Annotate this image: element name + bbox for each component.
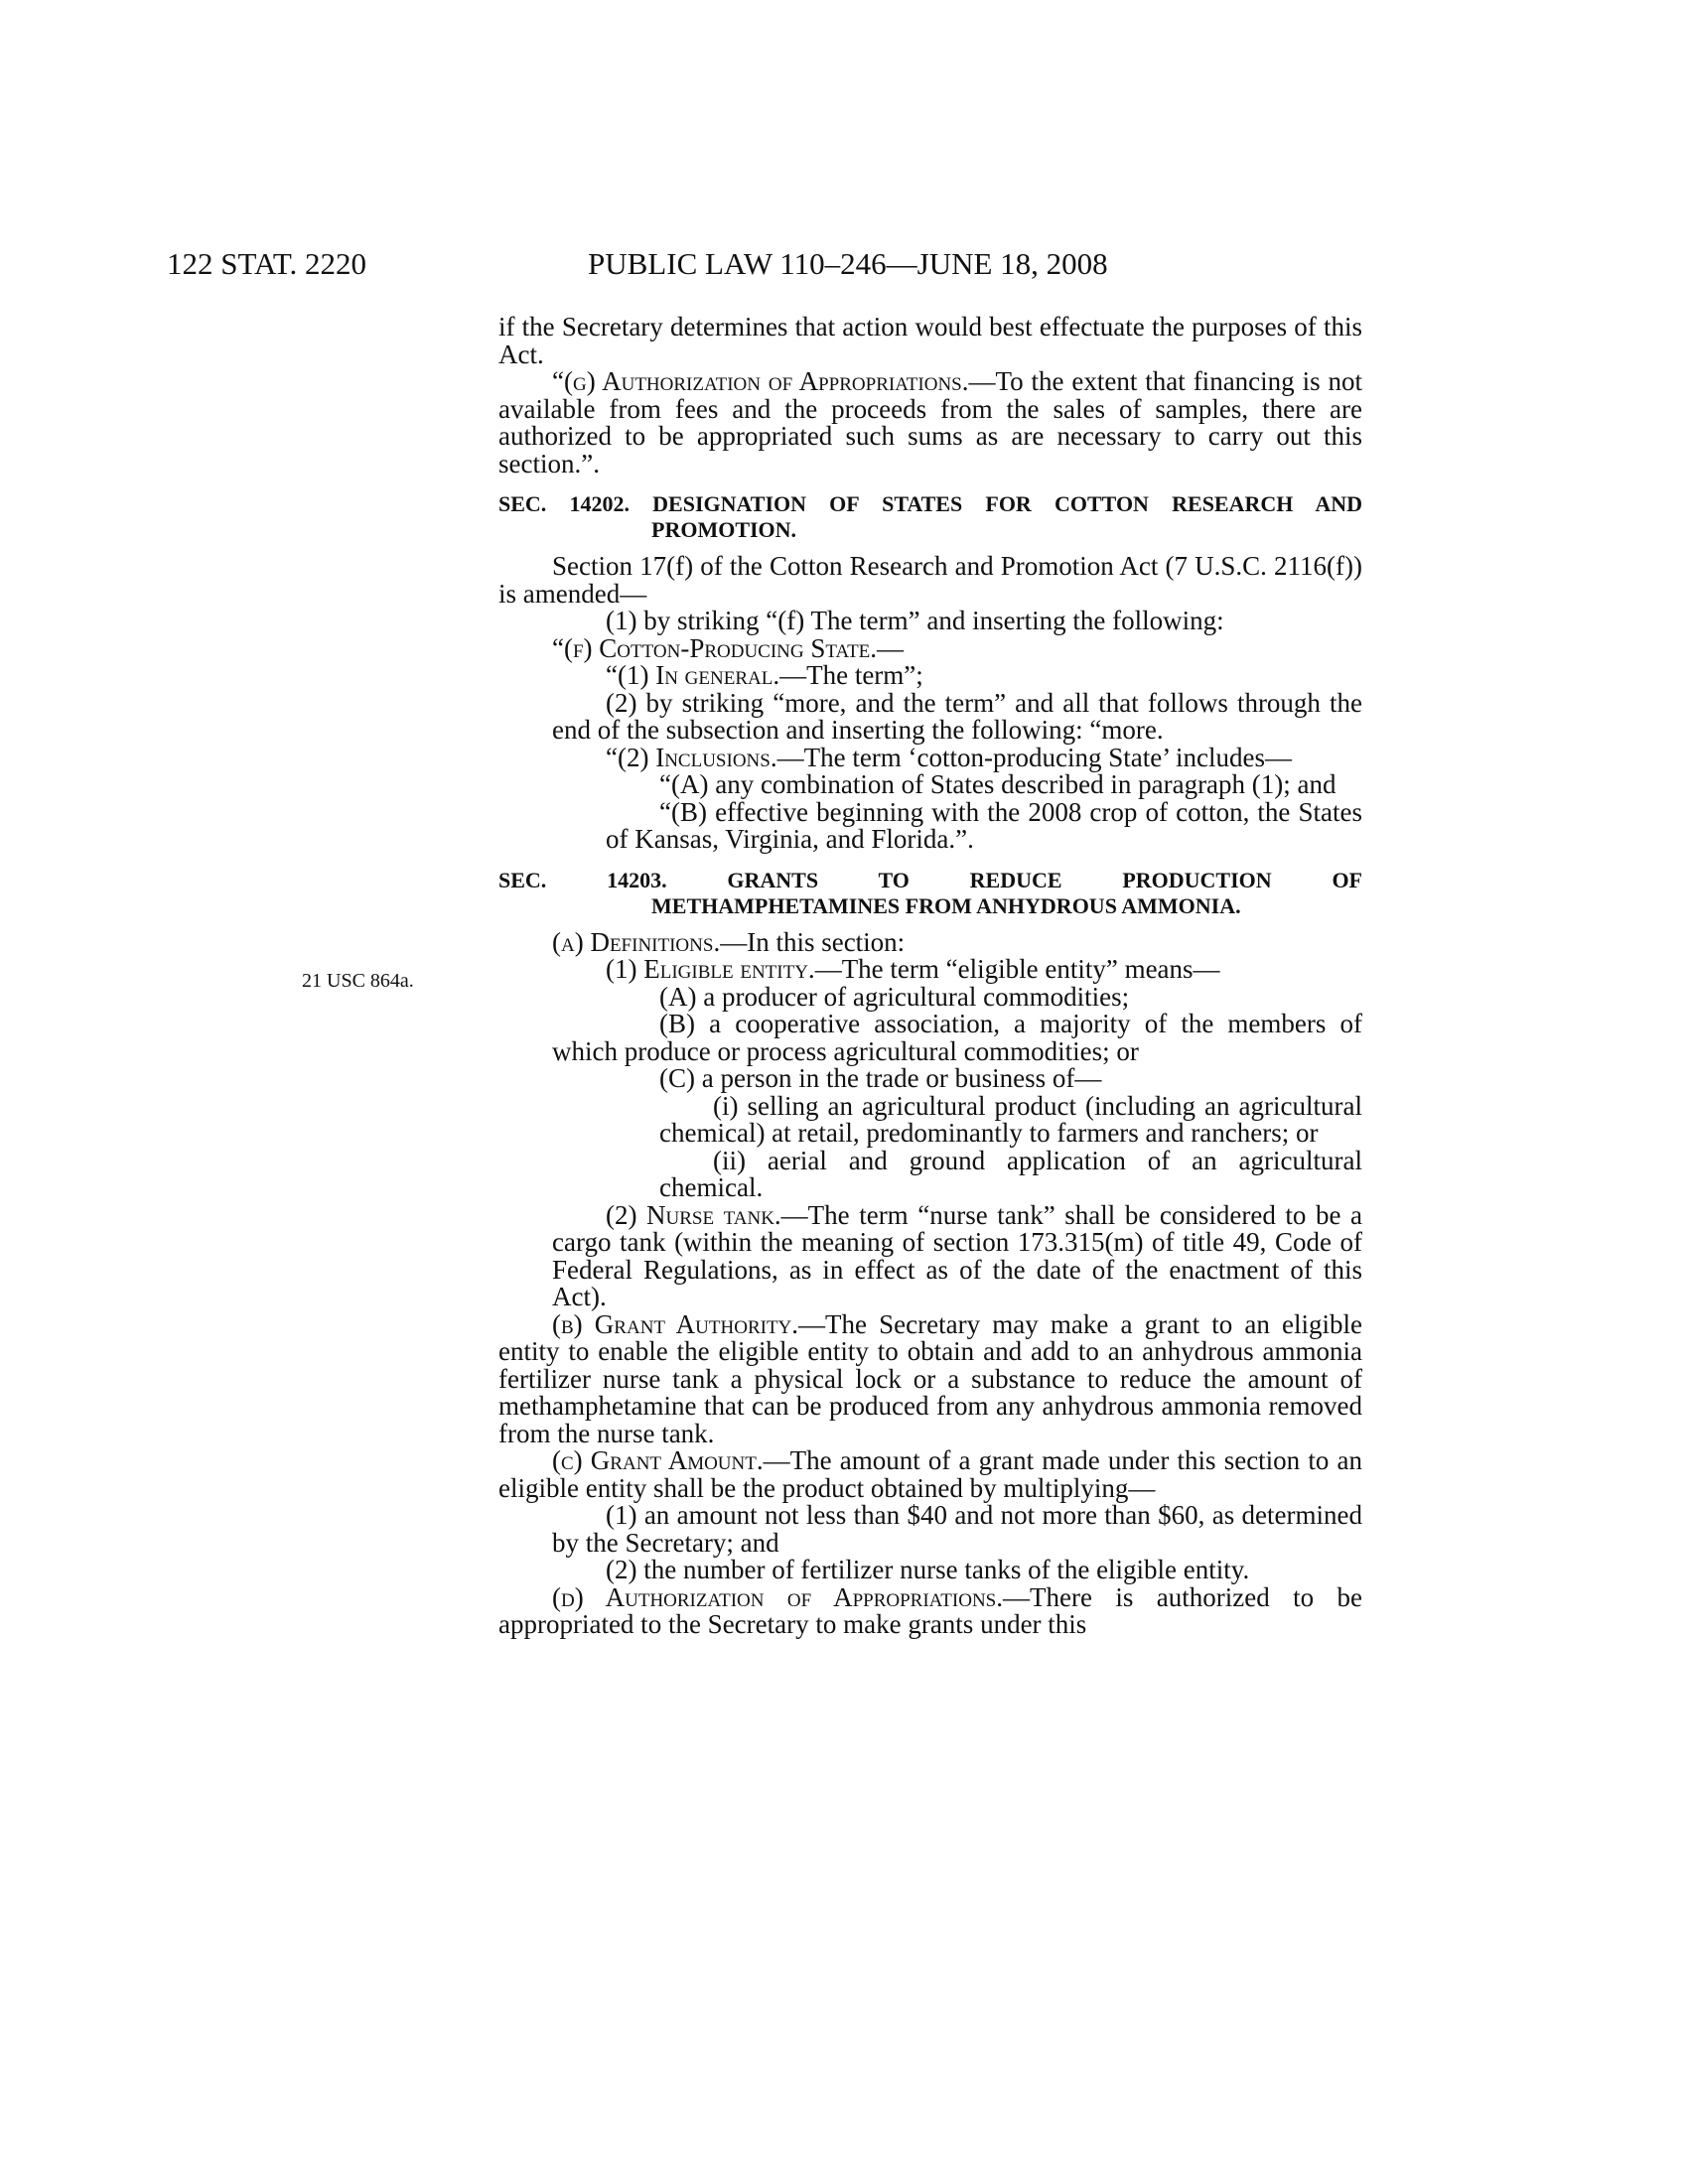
paragraph: (ii) aerial and ground application of an agricultural chemical. — [659, 1145, 1362, 1202]
paragraph: “(B) effective beginning with the 2008 crop of cotton, the States of Kansas, Virginia, and Florida.”. — [606, 796, 1362, 854]
paragraph: if the Secretary determines that action would best effectuate the purposes of this Act. — [498, 312, 1362, 369]
paragraph — [498, 632, 1362, 663]
paragraph-heading: (1) Eligible entity. — [606, 954, 815, 984]
paragraph: (2) the number of fertilizer nurse tanks of the eligible entity. — [606, 1555, 1250, 1584]
document-body — [498, 314, 1362, 1639]
paragraph — [498, 1447, 1362, 1502]
paragraph — [498, 662, 1362, 690]
running-title: PUBLIC LAW 110–246—JUNE 18, 2008 — [588, 246, 1108, 281]
paragraph-text: —The term”; — [779, 660, 923, 690]
paragraph: (2) by striking “more, and the term” and all that follows through the end of the subsection and inserting the following: “more. — [552, 687, 1362, 745]
paragraph: (1) by striking “(f) The term” and inserting the following: — [606, 606, 1224, 635]
subsection-heading: “(g) Authorization of Appropriations. — [552, 366, 969, 396]
paragraph — [498, 1308, 1362, 1448]
subsection-heading: (c) Grant Amount. — [552, 1445, 764, 1475]
paragraph: Section 17(f) of the Cotton Research and Promotion Act (7 U.S.C. 2116(f)) is amended— — [498, 551, 1362, 609]
paragraph-heading: (2) Nurse tank. — [606, 1199, 781, 1230]
page-reference: 122 STAT. 2220 — [167, 246, 367, 281]
paragraph-text: —The term “nurse tank” shall be considered to be a cargo tank (within the meaning of section 173.315(m) of title 49, Code of Federal Regulations, as in effect as of the date of the enactment of this Act). — [552, 1199, 1362, 1311]
section-heading-14202: SEC. 14202. DESIGNATION OF STATES FOR COTTON RESEARCH AND PROMOTION. — [498, 491, 1362, 542]
subsection-text: — — [877, 632, 905, 663]
paragraph: (i) selling an agricultural product (including an agricultural chemical) at retail, predominantly to farmers and ranchers; or — [659, 1090, 1362, 1148]
paragraph-g — [498, 368, 1362, 478]
paragraph: (C) a person in the trade or business of— — [659, 1063, 1102, 1093]
subsection-text: —There is authorized to be appropriated to the Secretary to make grants under this — [498, 1581, 1362, 1639]
subsection-heading: (d) Authorization of Appropriations. — [552, 1581, 1003, 1612]
paragraph — [498, 926, 1362, 957]
subsection-text: —In this section: — [720, 926, 906, 957]
subsection-heading: “(f) Cotton-Producing State. — [552, 632, 878, 663]
paragraph-heading: “(1) In general. — [606, 660, 780, 690]
paragraph: (B) a cooperative association, a majority of the members of which produce or process agricultural commodities; or — [552, 1009, 1362, 1066]
paragraph — [498, 742, 1362, 772]
subsection-text: —The Secretary may make a grant to an eligible entity to enable the eligible entity to obtain and add to an anhydrous ammonia fertilizer nurse tank a physical lock or a substance to reduce the amount of methamphetamine that can be produced from any anhydrous ammonia removed from the nurse tank. — [498, 1308, 1362, 1448]
section-heading-line: METHAMPHETAMINES FROM ANHYDROUS AMMONIA. — [651, 892, 1241, 918]
subsection-text: —The amount of a grant made under this section to an eligible entity shall be the product obtained by multiplying— — [498, 1445, 1362, 1503]
paragraph — [498, 1581, 1362, 1639]
subsection-heading: (b) Grant Authority. — [552, 1308, 799, 1339]
section-heading-14203 — [498, 868, 1362, 919]
subsection-heading: (a) Definitions. — [552, 926, 721, 957]
subsection-text: —To the extent that financing is not available from fees and the proceeds from the sales of samples, there are authorized to be appropriated such sums as are necessary to carry out this section.”. — [498, 366, 1362, 478]
margin-citation: 21 USC 864a. — [302, 970, 414, 992]
paragraph-heading: “(2) Inclusions. — [606, 742, 777, 772]
paragraph-text: —The term “eligible entity” means— — [814, 954, 1220, 984]
section-heading-line: SEC. 14203. GRANTS TO REDUCE PRODUCTION OF — [498, 867, 1362, 892]
paragraph — [498, 956, 1362, 984]
paragraph: (1) an amount not less than $40 and not more than $60, as determined by the Secretary; and — [552, 1500, 1362, 1558]
page-header — [0, 246, 1688, 286]
paragraph-text: —The term ‘cotton-producing State’ includes— — [776, 742, 1292, 772]
paragraph: “(A) any combination of States described in paragraph (1); and — [659, 769, 1336, 799]
paragraph: (A) a producer of agricultural commodities; — [659, 981, 1130, 1012]
paragraph — [498, 1199, 1362, 1311]
